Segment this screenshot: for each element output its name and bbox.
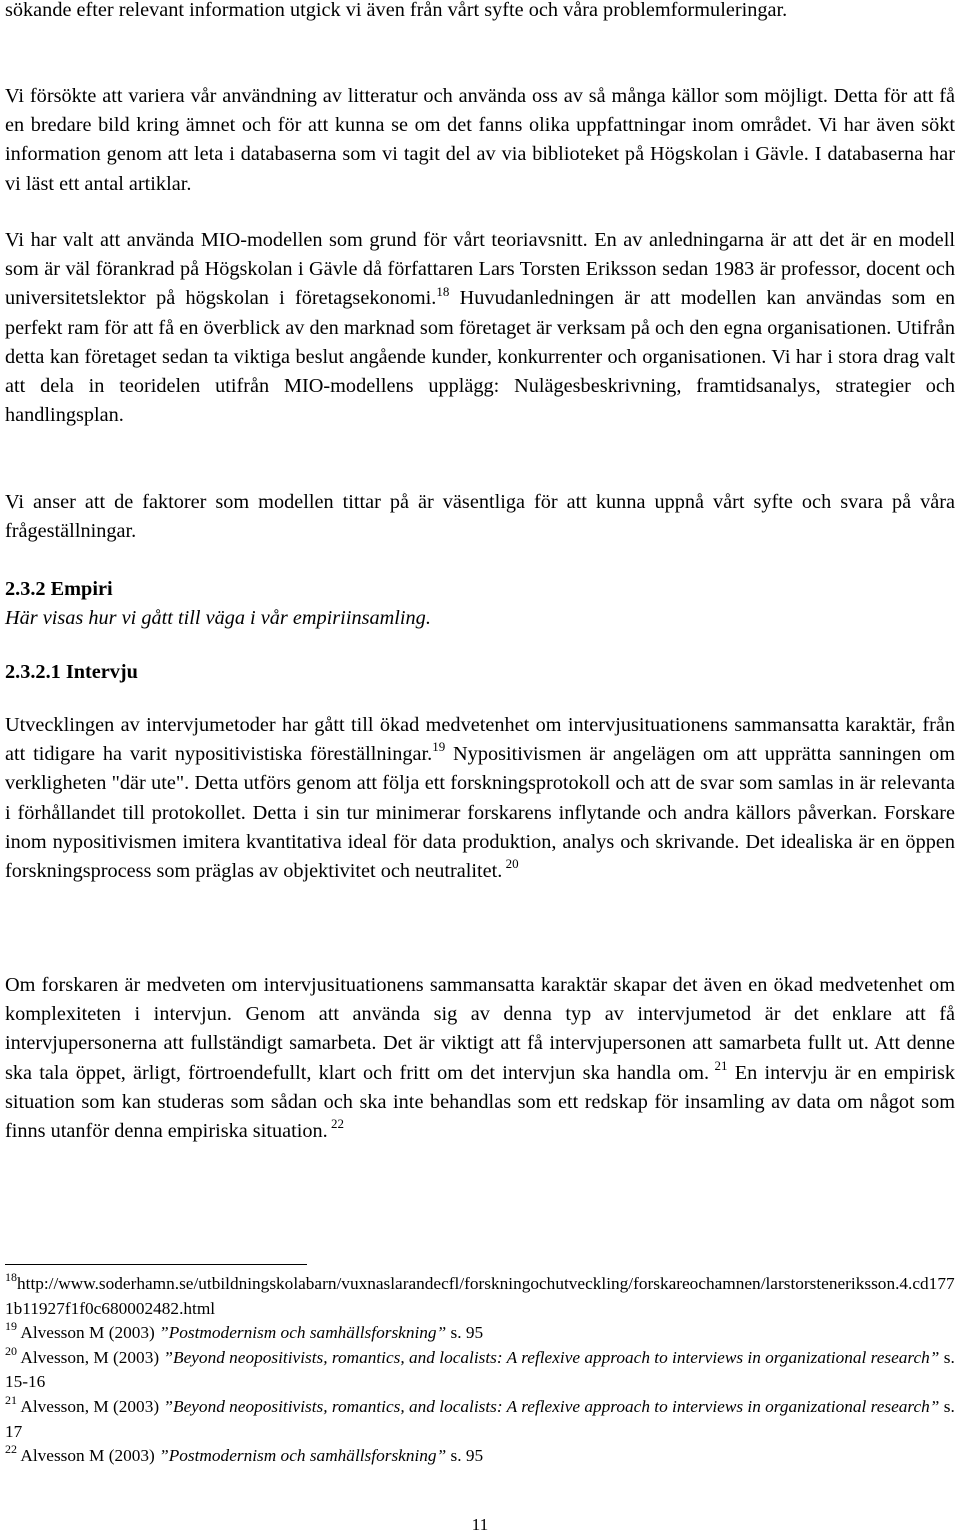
footnote-title: ”Beyond neopositivists, romantics, and localists: A reflexive approach to interviews in organizational research”: [163, 1347, 940, 1367]
section-heading-intervju: 2.3.2.1 Intervju: [5, 661, 138, 683]
paragraph-interview-methods: [5, 711, 955, 886]
paragraph-sources: Vi försökte att variera vår användning av litteratur och använda oss av så många källor som möjligt. Detta för att få en bredare bild kring ämnet och för att kunna se om det fanns olika uppfattningar inom området. Vi har även sökt information genom att leta i databaserna som vi tagit del av via biblioteket på Högskolan i Gävle. I databaserna har vi läst ett antal artiklar.: [5, 85, 955, 195]
footnote-ref-20: 20: [502, 856, 519, 872]
footnote-19: $^{19}$ Alvesson M (2003) ”Postmodernism och samhällsforskning” s. 95: [5, 1319, 484, 1343]
section-heading-empiri: 2.3.2 Empiri: [5, 578, 113, 600]
paragraph-text: En intervju är en empirisk situation som kan studeras som sådan och ska inte behandlas som ett redskap för insamling av data om något som finns utanför denna empiriska situation.: [5, 1061, 956, 1143]
footnote-21: $^{21}$ Alvesson, M (2003) ”Beyond neopositivists, romantics, and localists: A reflexive approach to interviews in organizational research” s. 17: [5, 1393, 955, 1441]
paragraph-text: Huvudanledningen är att modellen kan användas som en perfekt ram för att få en överblick av den marknad som företaget är verksam på och den egna organisationen. Utifrån detta kan företaget sedan ta viktiga beslut angående kunder, konkurrenter och organisationen. Vi har i stora drag valt att dela in teoridelen utifrån MIO-modellens upplägg: Nulägesbeskrivning, framtidsanalys, strategier och handlingsplan.: [5, 287, 955, 427]
paragraph-text: Om forskaren är medveten om intervjusituationens sammansatta karaktär skapar det även en ökad medvetenhet om komplexiteten i intervjun. Genom att använda sig av denna typ av intervjumetod är det enklare att få intervjupersonerna att fullständigt samarbeta. Det är viktigt att få intervjupersonen att samarbeta fullt ut. Att denne ska tala öppet, ärligt, förtroendefullt, klart och fritt om det intervjun ska handla om.: [5, 974, 955, 1084]
paragraph-mio-model: [5, 226, 955, 430]
paragraph-text: Nypositivismen är angelägen om att upprätta sanningen om verkligheten "där ute". Detta utförs genom att följa ett forskningsprotokoll och att de svar som samlas in är relevanta i förhållandet till protokollet. Detta i sin tur minimerar forskarens inflytande och andra källors påverkan. Forskare inom nypositivismen imitera kvantitativa ideal för data produktion, analys och skrivande. Det idealiska är en öppen forskningsprocess som präglas av objektivitet och neutralitet.: [5, 743, 956, 883]
paragraph-text: Utvecklingen av intervjumetoder har gått till ökad medvetenhet om intervjusituationens sammansatta karaktär, från att tidigare ha varit nypositivistiska föreställningar.: [5, 714, 955, 766]
paragraph-researcher-awareness: [5, 971, 955, 1146]
footnote-url: http://www.soderhamn.se/utbildningskolabarn/vuxnaslarandecfl/forskningochutveckling/forskareochamnen/larstorsteneriksson.4.cd1771b11927f1f0c680002482.html: [5, 1274, 955, 1318]
footnote-separator: [5, 1264, 307, 1265]
footnote-title: ”Postmodernism och samhällsforskning”: [159, 1323, 447, 1343]
paragraph-factors: Vi anser att de faktorer som modellen tittar på är väsentliga för att kunna uppnå vårt syfte och svara på våra frågeställningar.: [5, 491, 955, 543]
footnote-20: $^{20}$ Alvesson, M (2003) ”Beyond neopositivists, romantics, and localists: A reflexive approach to interviews in organizational research” s. 15-16: [5, 1344, 955, 1392]
footnotes: [5, 1272, 955, 1469]
page-number: 11: [471, 1515, 489, 1534]
footnote-ref-19: 19: [432, 739, 446, 755]
section-lead-empiri: Här visas hur vi gått till väga i vår empiriinsamling.: [5, 607, 431, 629]
footnote-title: ”Postmodernism och samhällsforskning”: [159, 1446, 447, 1466]
footnote-ref-18: 18: [436, 283, 450, 299]
footnote-18: $^{18}$http://www.soderhamn.se/utbildningskolabarn/vuxnaslarandecfl/forskningochutveckling/forskareochamnen/larstorsteneriksson.4.cd1771b11927f1f0c680002482.html: [5, 1270, 955, 1318]
footnote-title: ”Beyond neopositivists, romantics, and localists: A reflexive approach to interviews in organizational research”: [163, 1396, 940, 1416]
paragraph-continuation: sökande efter relevant information utgick vi även från vårt syfte och våra problemformuleringar.: [5, 0, 788, 21]
footnote-22: $^{22}$ Alvesson M (2003) ”Postmodernism och samhällsforskning” s. 95: [5, 1442, 484, 1466]
footnote-ref-22: 22: [327, 1116, 344, 1132]
footnote-ref-21: 21: [709, 1057, 728, 1073]
paragraph-text: Vi har valt att använda MIO-modellen som grund för vårt teoriavsnitt. En av anledningarna är att det är en modell som är väl förankrad på Högskolan i Gävle då författaren Lars Torsten Eriksson sedan 1983 är professor, docent och universitetslektor på högskolan i företagsekonomi.: [5, 229, 955, 310]
